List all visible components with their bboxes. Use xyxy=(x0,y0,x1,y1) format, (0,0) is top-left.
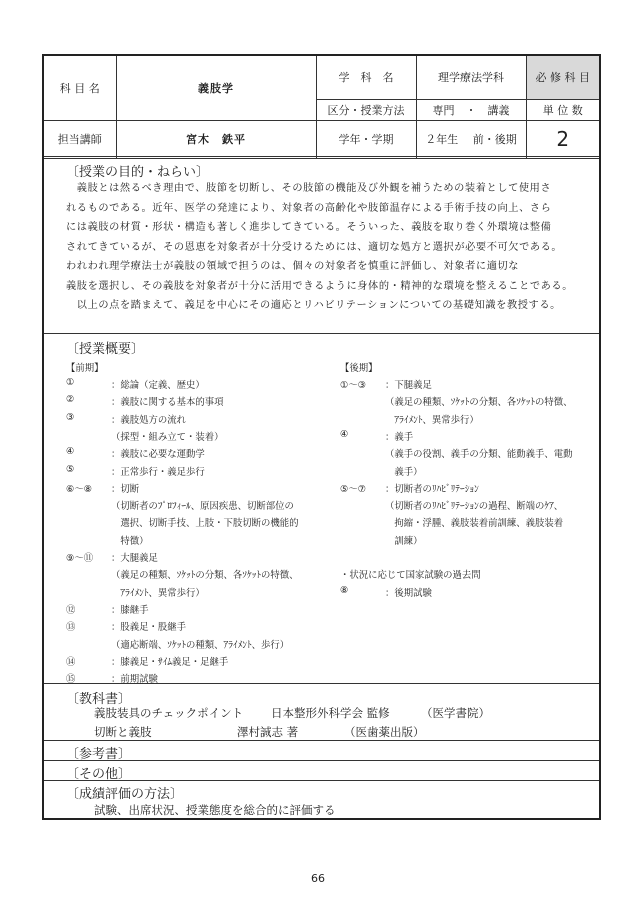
page-number: 66 xyxy=(311,872,325,885)
outline-item-text: （義足の種類、ｿｹｯﾄの分類、各ｿｹｯﾄの特徴、 xyxy=(111,570,299,582)
book-title: 義肢装具のチェックポイント xyxy=(94,706,244,720)
outline-item-number: ①～③ xyxy=(340,380,367,391)
purpose-line: 義肢を選択し、その義肢を対象者が十分に活用できるように身体的・精神的な環境を整えることである。 xyxy=(66,280,574,292)
textbook-section xyxy=(44,683,599,740)
outline-item-number: ① xyxy=(66,377,75,388)
subject-name: 義肢学 xyxy=(116,56,316,120)
purpose-line: されてきているが、その恩恵を対象者が十分受けるためには、適切な処方と選択が必要不可欠である。 xyxy=(66,241,563,253)
purpose-text xyxy=(66,179,586,316)
required-badge: 必 修 科 目 xyxy=(526,56,599,99)
outline-item-text: ：大腿義足 xyxy=(111,553,158,564)
year-label: 学年・学期 xyxy=(316,120,416,158)
outline-item-number: ・状況に応じて国家試験の過去問 xyxy=(340,570,481,582)
subject-label: 科 目 名 xyxy=(44,56,116,120)
outline-item-text: ：前期試験 xyxy=(111,674,158,686)
dept-label: 学 科 名 xyxy=(316,56,416,99)
outline-item-number: ⑫ xyxy=(66,604,76,616)
outline-item-text: ：膝義足・ｻｲﾑ義足・足継手 xyxy=(111,656,229,668)
outline-item-text: ：切断者のﾘﾊﾋﾞﾘﾃｰｼｮﾝ xyxy=(385,483,479,495)
book-title: 切断と義肢 xyxy=(94,725,152,739)
outline-item-number: ③ xyxy=(66,411,75,423)
outline-item-text: ｱﾗｲﾒﾝﾄ、異常歩行） xyxy=(111,587,205,599)
lecturer-name: 宮木 鉄平 xyxy=(116,120,316,158)
outline-item-text: ：下腿義足 xyxy=(385,380,432,391)
outline-item-text: ：義肢に必要な運動学 xyxy=(111,449,205,461)
lecturer-label: 担当講師 xyxy=(44,120,116,158)
evaluation-text: 試験、出席状況、授業態度を総合的に評価する xyxy=(94,803,336,817)
reference-section xyxy=(44,740,599,760)
outline-item-text: （適応断端、ｿｹｯﾄの種類、ｱﾗｲﾒﾝﾄ、歩行） xyxy=(111,639,290,651)
outline-item-text: 選択、切断手技、上肢・下肢切断の機能的 xyxy=(111,518,299,530)
outline-item-text: ：義肢に関する基本的事項 xyxy=(111,397,224,409)
syllabus-frame xyxy=(42,54,601,820)
outline-item-text: （切断者のﾌﾟﾛﾌｨｰﾙ、原因疾患、切断部位の xyxy=(111,501,294,513)
outline-item-text: 訓練） xyxy=(385,535,423,547)
purpose-section xyxy=(44,156,599,334)
book-author: 澤村誠志 著 xyxy=(237,725,299,739)
purpose-line: には義肢の材質・形状・構造も著しく進歩してきている。そういった、義肢を取り巻く外環境は整備 xyxy=(66,222,552,233)
outline-item-text: ：正常歩行・義足歩行 xyxy=(111,466,205,478)
units-label: 単 位 数 xyxy=(526,99,599,120)
first-term-label: 【前期】 xyxy=(66,363,104,374)
purpose-heading: 〔授業の目的・ねらい〕 xyxy=(66,165,210,180)
outline-item-text: ：膝継手 xyxy=(111,604,149,616)
evaluation-section xyxy=(44,780,599,820)
outline-item-text: （義足の種類、ｿｹｯﾄの分類、各ｿｹｯﾄの特徴、 xyxy=(385,397,573,409)
outline-item-number: ⑧ xyxy=(340,584,349,596)
outline-item-number: ⑤～⑦ xyxy=(340,483,367,495)
outline-item-number: ⑤ xyxy=(66,463,75,475)
outline-item-text: ：切断 xyxy=(111,483,140,495)
header-table xyxy=(44,56,599,159)
purpose-line: われわれ理学療法士が義肢の領域で担うのは、個々の対象者を慎重に評価し、対象者に適切な xyxy=(66,261,520,272)
category-value: 専門 ・ 講義 xyxy=(416,99,526,120)
outline-item-number: ⑥～⑧ xyxy=(66,483,93,495)
purpose-line: れるものである。近年、医学の発達により、対象者の高齢化や肢節温存による手術手技の向上、さら xyxy=(66,202,552,214)
book-author: 日本整形外科学会 監修 xyxy=(271,706,390,720)
outline-item-text: 拘縮・浮腫、義肢装着前訓練、義肢装着 xyxy=(385,518,564,530)
outline-item-number: ④ xyxy=(66,446,75,458)
outline-item-number: ⑭ xyxy=(66,656,76,668)
outline-item-number: ② xyxy=(66,394,75,406)
year-value: ２年生 前・後期 xyxy=(416,120,526,158)
outline-section xyxy=(44,333,599,686)
outline-item-text: ：股義足・股継手 xyxy=(111,622,187,634)
outline-item-text: ：総論（定義、歴史） xyxy=(111,380,205,391)
other-section xyxy=(44,760,599,780)
outline-item-text: 特徴） xyxy=(111,535,149,547)
book-publisher: （医学書院） xyxy=(421,706,490,720)
second-term-label: 【後期】 xyxy=(340,363,378,374)
outline-item-text: （義手の役割、義手の分類、能動義手、電動 xyxy=(385,449,573,461)
outline-item-text: 義手） xyxy=(385,466,423,478)
book-publisher: （医歯薬出版） xyxy=(344,725,425,739)
outline-item-number: ⑨～⑪ xyxy=(66,553,94,564)
outline-heading: 〔授業概要〕 xyxy=(66,342,145,357)
outline-item-text: （採型・組み立て・装着） xyxy=(111,431,224,443)
textbook-heading: 〔教科書〕 xyxy=(66,692,132,707)
outline-item-text: ：義肢処方の流れ xyxy=(111,414,187,426)
purpose-line: 以上の点を踏まえて、義足を中心にその適応とリハビリテーションについての基礎知識を教授する。 xyxy=(66,300,561,311)
other-heading: 〔その他〕 xyxy=(66,767,132,782)
reference-heading: 〔参考書〕 xyxy=(66,747,132,762)
outline-item-number: ④ xyxy=(340,428,349,440)
dept-value: 理学療法学科 xyxy=(416,56,526,99)
category-label: 区分・授業方法 xyxy=(316,99,416,120)
evaluation-heading: 〔成績評価の方法〕 xyxy=(66,787,184,802)
outline-item-text: ：義手 xyxy=(385,431,414,443)
outline-item-text: ：後期試験 xyxy=(385,587,432,599)
outline-item-number: ⑬ xyxy=(66,622,76,634)
units-value: 2 xyxy=(526,120,599,158)
outline-item-text: ｱﾗｲﾒﾝﾄ、異常歩行） xyxy=(385,414,479,426)
outline-item-text: （切断者のﾘﾊﾋﾞﾘﾃｰｼｮﾝの過程、断端のｹｱ、 xyxy=(385,501,564,513)
outline-item-number: ⑮ xyxy=(66,674,76,686)
purpose-line: 義肢とは然るべき理由で、肢節を切断し、その肢節の機能及び外観を補うための装着として使用さ xyxy=(66,183,552,194)
